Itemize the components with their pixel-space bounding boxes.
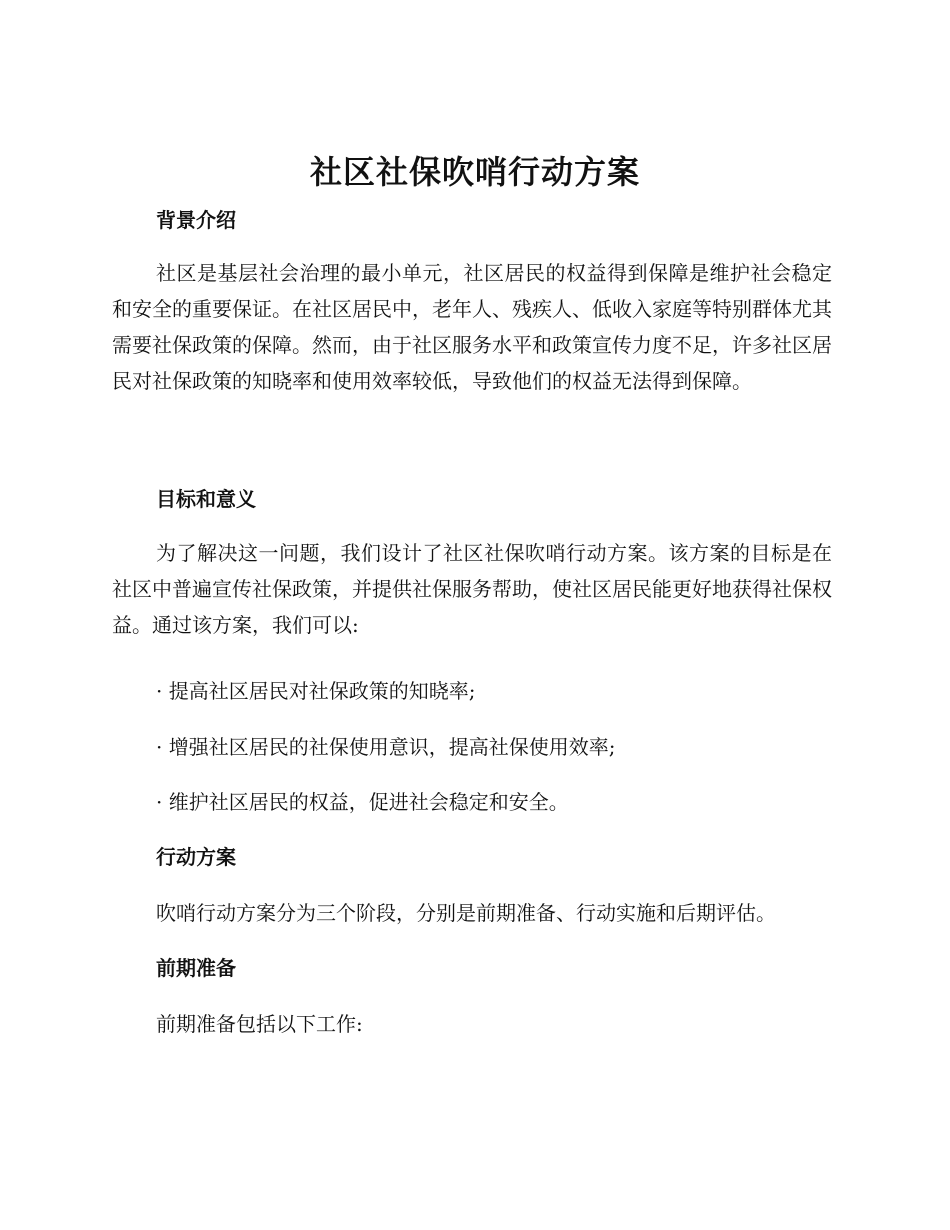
bullet-item-1: · 提高社区居民对社保政策的知晓率; (156, 679, 476, 703)
heading-action: 行动方案 (156, 845, 236, 869)
heading-goals: 目标和意义 (156, 487, 256, 511)
bullet-item-3: · 维护社区居民的权益，促进社会稳定和安全。 (156, 790, 569, 814)
paragraph-action: 吹哨行动方案分为三个阶段，分别是前期准备、行动实施和后期评估。 (156, 901, 776, 925)
paragraph-goals: 为了解决这一问题，我们设计了社区社保吹哨行动方案。该方案的目标是在社区中普遍宣传社保政策，并提供社保服务帮助，使社区居民能更好地获得社保权益。通过该方案，我们可以: (112, 541, 832, 637)
paragraph-preparation: 前期准备包括以下工作: (156, 1012, 363, 1036)
heading-background: 背景介绍 (156, 208, 236, 232)
document-title: 社区社保吹哨行动方案 (309, 153, 640, 191)
heading-preparation: 前期准备 (156, 956, 236, 980)
paragraph-background: 社区是基层社会治理的最小单元，社区居民的权益得到保障是维护社会稳定和安全的重要保证。在社区居民中，老年人、残疾人、低收入家庭等特别群体尤其需要社保政策的保障。然而，由于社区服务水平和政策宣传力度不足，许多社区居民对社保政策的知晓率和使用效率较低，导致他们的权益无法得到保障。 (112, 261, 832, 393)
bullet-item-2: · 增强社区居民的社保使用意识，提高社保使用效率; (156, 735, 616, 759)
